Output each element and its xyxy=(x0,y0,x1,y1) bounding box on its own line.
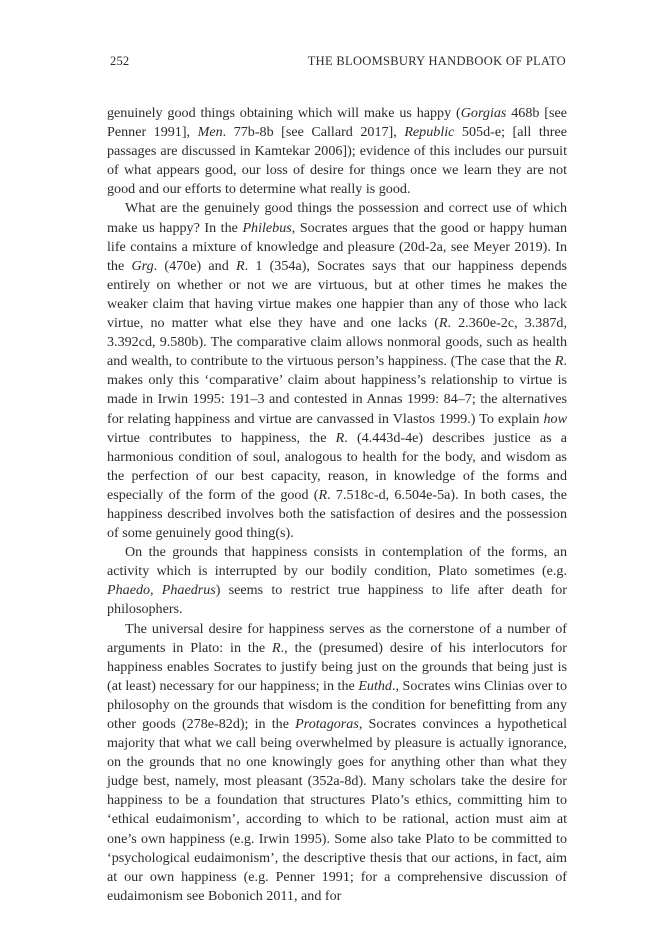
text-run: virtue contributes to happiness, the xyxy=(107,429,336,446)
paragraph-4 xyxy=(107,620,567,906)
running-head: THE BLOOMSBURY HANDBOOK OF PLATO xyxy=(307,54,566,68)
text-run: , Socrates convinces a hypothetical majority that what we call being overwhelmed by pleasure is actually ignorance, on the grounds that no one knowingly goes for anything other than what they judge best, namely, most pleasant (352a-8d). Many scholars take the desire for happiness to be a foundation that structures Plato’s ethics, committing him to ‘ethical eudaimonism’, according to which to be rational, action must aim at one’s own happiness (e.g. Irwin 1995). Some also take Plato to be committed to ‘psychological eudaimonism’, the descriptive thesis that our actions, in fact, aim at our own happiness (e.g. Penner 1991; for a comprehensive discussion of eudaimonism see Bobonich 2011, and for xyxy=(107,716,567,904)
italic-text-run: Republic xyxy=(404,124,455,141)
text-run: . 1 (354a), Socrates says that our happiness depends entirely on whether or not we are virtuous, but at other times he makes the weaker claim that having virtue makes one happier than any of those who lack virtue, no matter what else they have and one lacks ( xyxy=(107,257,567,332)
italic-text-run: Grg xyxy=(131,257,154,274)
text-run: . (470e) and xyxy=(153,257,236,274)
text-run: 468b [see Penner 1991], xyxy=(107,105,567,141)
text-run: . 2.360e-2c, 3.387d, 3.392cd, 9.580b). The comparative claim allows nonmoral goods, such as health and wealth, to contribute to the virtuous person’s happiness. (The case that the xyxy=(107,315,567,370)
text-run: On the grounds that happiness consists in contemplation of the forms, an activity which is interrupted by our bodily condition, Plato sometimes (e.g. xyxy=(107,544,567,580)
italic-text-run: R xyxy=(335,429,345,446)
text-run: The universal desire for happiness serves as the cornerstone of a number of arguments in Plato: in the xyxy=(107,620,567,656)
paragraph-2 xyxy=(107,199,567,543)
italic-text-run: how xyxy=(543,410,567,427)
italic-text-run: Men xyxy=(197,124,223,141)
italic-text-run: Phaedo, Phaedrus xyxy=(107,582,216,599)
italic-text-run: R xyxy=(554,353,564,370)
text-run: ., Socrates wins Clinias over to philosophy on the grounds that wisdom is the condition for benefitting from any other goods (278e-82d); in the xyxy=(107,677,567,732)
text-run: . 77b-8b [see Callard 2017], xyxy=(222,124,405,141)
italic-text-run: R xyxy=(438,315,448,332)
text-run: . 7.518c-d, 6.504e-5a). In both cases, the happiness described involves both the satisfaction of desires and the possession of some genuinely good thing(s). xyxy=(107,486,567,542)
text-run: . makes only this ‘comparative’ claim about happiness’s relationship to virtue is made in Irwin 1995: 191–3 and contested in Annas 1999: 84–7; the alternatives for relating happiness and virtue are canvassed in Vlastos 1999.) To explain xyxy=(107,353,567,427)
text-run: What are the genuinely good things the possession and correct use of which make us happy? In the xyxy=(107,200,567,236)
italic-text-run: R xyxy=(318,486,328,503)
body-text xyxy=(107,104,567,906)
italic-text-run: R xyxy=(235,257,245,274)
paragraph-1 xyxy=(107,104,567,199)
italic-text-run: Protagoras xyxy=(295,716,359,732)
italic-text-run: R xyxy=(272,639,281,656)
page-number: 252 xyxy=(110,54,130,68)
text-run: genuinely good things obtaining which will make us happy ( xyxy=(107,105,461,121)
text-run: , Socrates argues that the good or happy human life contains a mixture of knowledge and pleasure (20d-2a, see Meyer 2019). In the xyxy=(107,219,567,274)
text-run: ., the (presumed) desire of his interlocutors for happiness enables Socrates to justify being just on the grounds that being just is (at least) necessary for our happiness; in the xyxy=(107,639,567,694)
italic-text-run: Philebus xyxy=(242,219,292,236)
text-run: ) seems to restrict true happiness to life after death for philosophers. xyxy=(107,582,567,618)
italic-text-run: Euthd xyxy=(358,677,392,694)
paragraph-3 xyxy=(107,543,567,619)
text-run: 505d-e; [all three passages are discussed in Kamtekar 2006]); evidence of this includes our pursuit of what appears good, our loss of desire for things once we learn they are not good and our efforts to determine what really is good. xyxy=(107,124,567,198)
italic-text-run: Gorgias xyxy=(460,105,507,121)
text-run: . (4.443d-4e) describes justice as a harmonious condition of soul, analogous to health for the body, and wisdom as the perfection of our best capacity, reason, in knowledge of the forms and especially of the form of the good ( xyxy=(107,429,567,503)
